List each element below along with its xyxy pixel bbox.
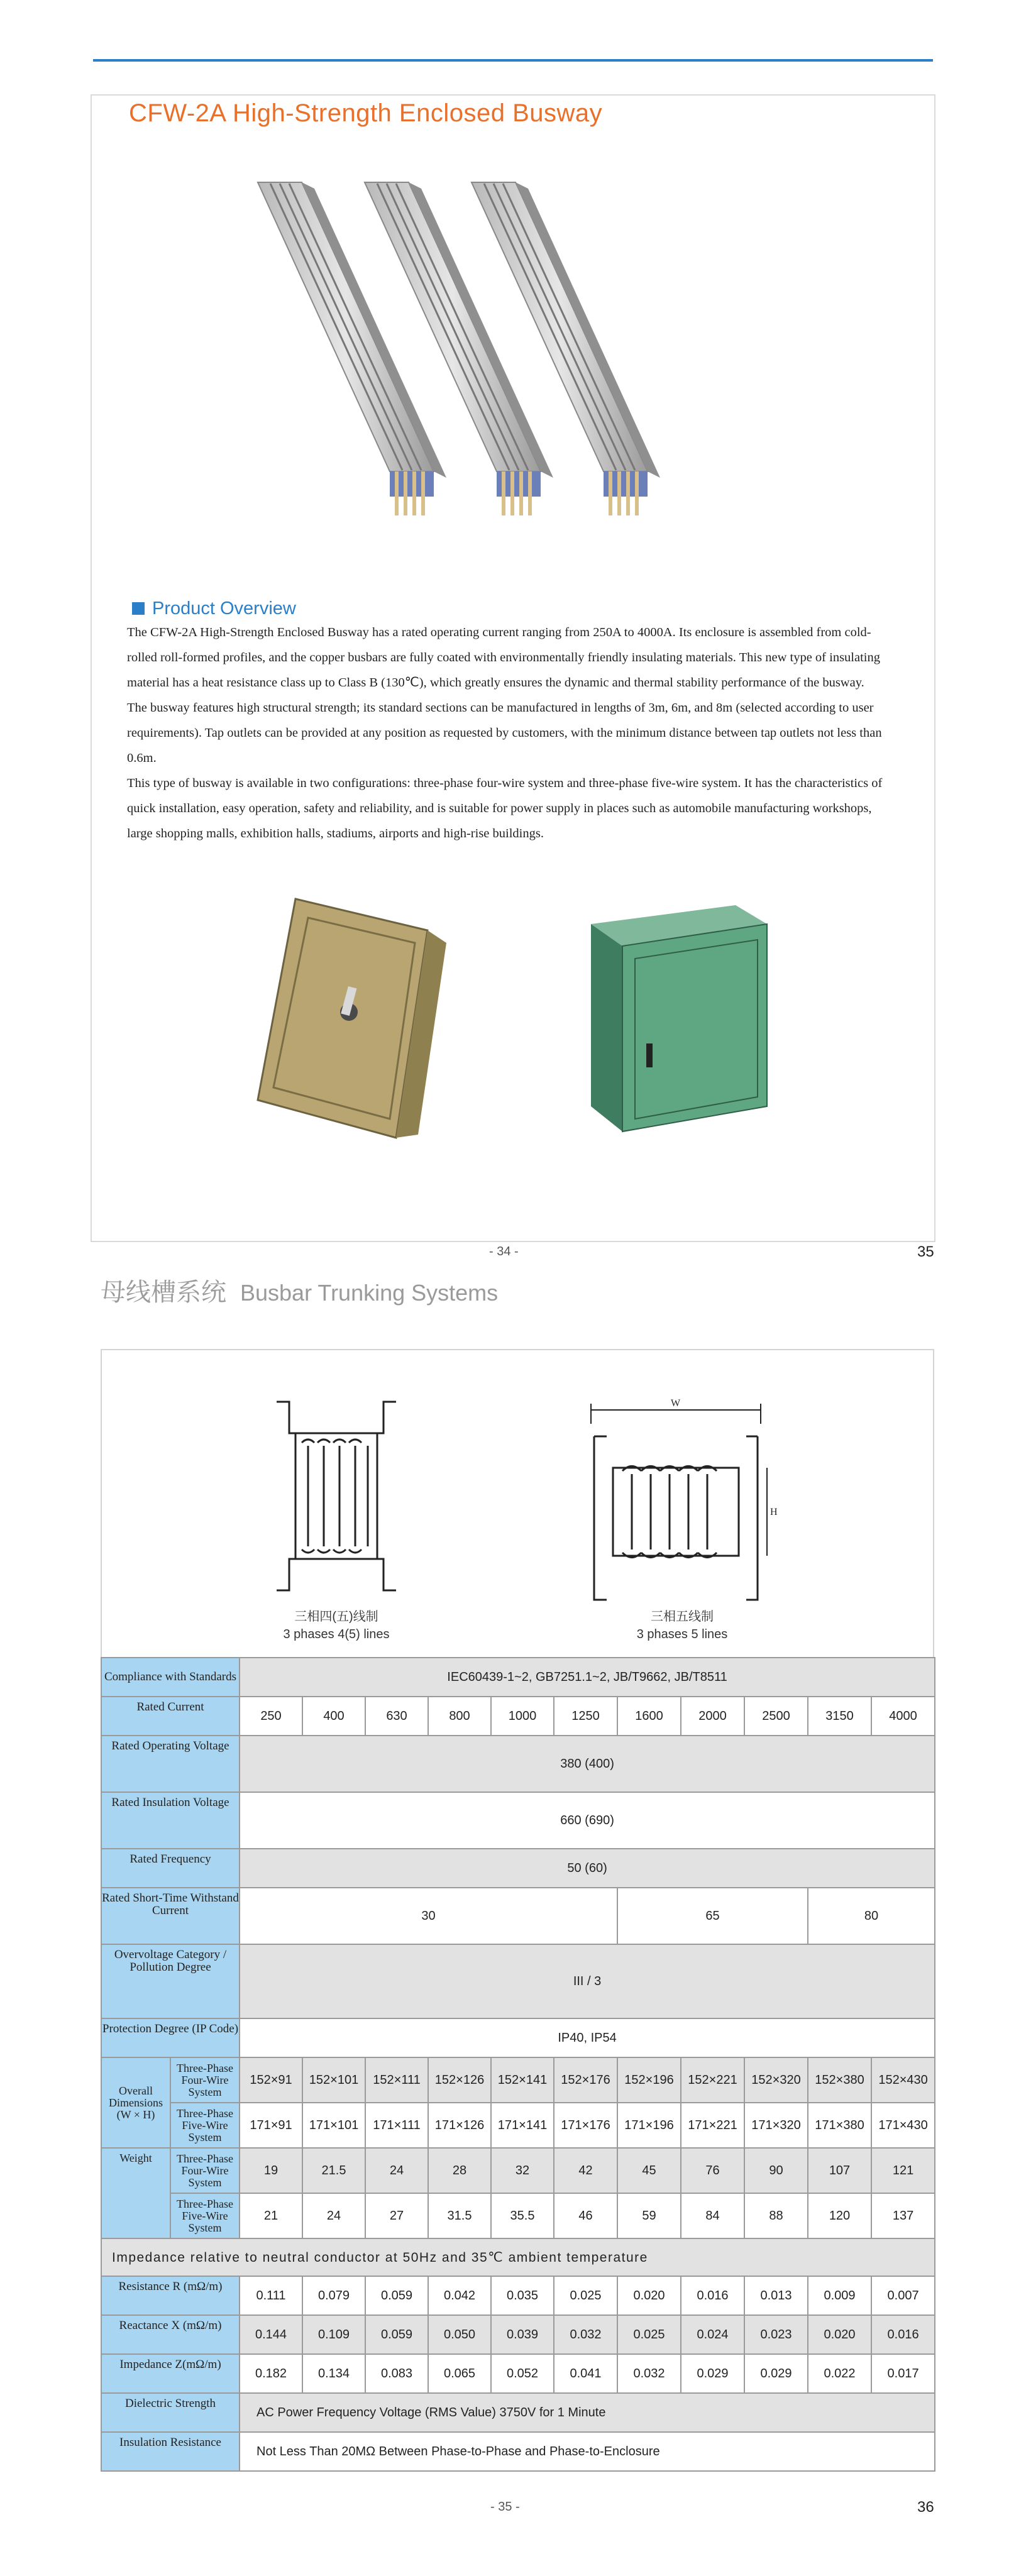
table-row — [101, 2238, 935, 2276]
reactance-cell: 0.016 — [871, 2315, 935, 2354]
dimension-cell: 171×141 — [491, 2103, 554, 2148]
reactance-cell: 0.109 — [302, 2315, 365, 2354]
resistance-cell: 0.013 — [744, 2276, 808, 2315]
table-row — [101, 2148, 935, 2193]
dimension-w-label: W — [671, 1398, 681, 1409]
dimension-cell: 171×101 — [302, 2103, 365, 2148]
rated-current-cell: 1000 — [491, 1697, 554, 1736]
rated-operating-voltage-value: 380 (400) — [240, 1736, 935, 1792]
dimension-cell: 152×91 — [240, 2057, 302, 2103]
weight-cell: 76 — [681, 2148, 744, 2193]
rated-current-label: Rated Current — [101, 1697, 240, 1736]
compliance-value: IEC60439-1~2, GB7251.1~2, JB/T9662, JB/T8511 — [240, 1658, 935, 1697]
resistance-cell: 0.035 — [491, 2276, 554, 2315]
five-wire-label: Three-Phase Five-Wire System — [170, 2193, 240, 2238]
rated-current-cell: 1600 — [617, 1697, 681, 1736]
impedance-cell: 0.065 — [428, 2354, 491, 2393]
impedance-cell: 0.182 — [240, 2354, 302, 2393]
resistance-cell: 0.025 — [554, 2276, 617, 2315]
resistance-cell: 0.079 — [302, 2276, 365, 2315]
overvoltage-label: Overvoltage Category / Pollution Degree — [101, 1944, 240, 2018]
weight-cell: 59 — [617, 2193, 681, 2238]
catalog-header: 母线槽系统 Busbar Trunking Systems — [101, 1279, 499, 1306]
overall-dimensions-label: Overall Dimensions (W × H) — [101, 2057, 170, 2148]
weight-cell: 90 — [744, 2148, 808, 2193]
top-rule — [93, 59, 933, 62]
weight-cell: 107 — [808, 2148, 871, 2193]
weight-cell: 45 — [617, 2148, 681, 2193]
cross-section-drawing-1 — [264, 1395, 409, 1597]
dimension-cell: 152×126 — [428, 2057, 491, 2103]
dimension-cell: 171×380 — [808, 2103, 871, 2148]
product-title: CFW-2A High-Strength Enclosed Busway — [129, 99, 603, 127]
dielectric-strength-label: Dielectric Strength — [101, 2393, 240, 2432]
dimension-cell: 152×320 — [744, 2057, 808, 2103]
weight-cell: 121 — [871, 2148, 935, 2193]
rated-current-cell: 4000 — [871, 1697, 935, 1736]
weight-cell: 19 — [240, 2148, 302, 2193]
reactance-cell: 0.032 — [554, 2315, 617, 2354]
impedance-cell: 0.083 — [365, 2354, 428, 2393]
dimension-cell: 152×101 — [302, 2057, 365, 2103]
table-row — [101, 2103, 935, 2148]
reactance-cell: 0.059 — [365, 2315, 428, 2354]
insulation-resistance-value: Not Less Than 20MΩ Between Phase-to-Phase and Phase-to-Enclosure — [240, 2432, 935, 2471]
reactance-cell: 0.039 — [491, 2315, 554, 2354]
weight-cell: 120 — [808, 2193, 871, 2238]
rated-current-cell: 800 — [428, 1697, 491, 1736]
heading-square-icon — [132, 602, 145, 615]
weight-cell: 21.5 — [302, 2148, 365, 2193]
table-row — [101, 1736, 935, 1792]
dimension-cell: 152×176 — [554, 2057, 617, 2103]
dimension-cell: 152×221 — [681, 2057, 744, 2103]
dimension-cell: 152×111 — [365, 2057, 428, 2103]
table-row — [101, 2018, 935, 2057]
dimension-cell: 152×196 — [617, 2057, 681, 2103]
table-row — [101, 2315, 935, 2354]
compliance-label: Compliance with Standards — [101, 1658, 240, 1697]
drawing-2-caption: 三相五线制 3 phases 5 lines — [636, 1610, 728, 1641]
rated-operating-voltage-label: Rated Operating Voltage — [101, 1736, 240, 1792]
dimension-cell: 171×176 — [554, 2103, 617, 2148]
reactance-cell: 0.024 — [681, 2315, 744, 2354]
table-row — [101, 1849, 935, 1888]
short-time-value: 65 — [617, 1888, 808, 1944]
rated-current-cell: 400 — [302, 1697, 365, 1736]
impedance-cell: 0.032 — [617, 2354, 681, 2393]
weight-cell: 21 — [240, 2193, 302, 2238]
dimension-cell: 171×196 — [617, 2103, 681, 2148]
protection-degree-label: Protection Degree (IP Code) — [101, 2018, 240, 2057]
reactance-cell: 0.025 — [617, 2315, 681, 2354]
impedance-cell: 0.029 — [744, 2354, 808, 2393]
product-overview-text — [127, 620, 888, 846]
table-row — [101, 2393, 935, 2432]
rated-current-cell: 250 — [240, 1697, 302, 1736]
page-number-34: - 34 - — [489, 1245, 519, 1258]
resistance-cell: 0.007 — [871, 2276, 935, 2315]
weight-label: Weight — [101, 2148, 170, 2238]
resistance-cell: 0.020 — [617, 2276, 681, 2315]
weight-cell: 28 — [428, 2148, 491, 2193]
page-number-36: 36 — [917, 2499, 934, 2516]
impedance-cell: 0.022 — [808, 2354, 871, 2393]
table-row — [101, 2057, 935, 2103]
impedance-cell: 0.029 — [681, 2354, 744, 2393]
dimension-cell: 171×320 — [744, 2103, 808, 2148]
dimension-cell: 171×111 — [365, 2103, 428, 2148]
overvoltage-value: III / 3 — [240, 1944, 935, 2018]
dielectric-strength-value: AC Power Frequency Voltage (RMS Value) 3750V for 1 Minute — [240, 2393, 935, 2432]
rated-insulation-voltage-value: 660 (690) — [240, 1792, 935, 1849]
resistance-label: Resistance R (mΩ/m) — [101, 2276, 240, 2315]
weight-cell: 24 — [302, 2193, 365, 2238]
reactance-cell: 0.020 — [808, 2315, 871, 2354]
five-wire-label: Three-Phase Five-Wire System — [170, 2103, 240, 2148]
reactance-label: Reactance X (mΩ/m) — [101, 2315, 240, 2354]
dimension-h-label: H — [770, 1507, 778, 1517]
impedance-cell: 0.134 — [302, 2354, 365, 2393]
table-row — [101, 1792, 935, 1849]
rated-insulation-voltage-label: Rated Insulation Voltage — [101, 1792, 240, 1849]
short-time-value: 80 — [808, 1888, 935, 1944]
weight-cell: 31.5 — [428, 2193, 491, 2238]
resistance-cell: 0.009 — [808, 2276, 871, 2315]
overview-paragraph: This type of busway is available in two configurations: three-phase four-wire system and three-phase five-wire system. It has the characteristics of quick installation, easy operation, safety and reliability, and is suitable for power supply in places such as automobile manufacturing workshops, large shopping malls, exhibition halls, stadiums, airports and high-rise buildings. — [127, 776, 883, 840]
protection-degree-value: IP40, IP54 — [240, 2018, 935, 2057]
impedance-cell: 0.017 — [871, 2354, 935, 2393]
reactance-cell: 0.144 — [240, 2315, 302, 2354]
impedance-note: Impedance relative to neutral conductor at 50Hz and 35℃ ambient temperature — [101, 2238, 935, 2276]
page-number-35-center: - 35 - — [490, 2500, 520, 2514]
table-row — [101, 2354, 935, 2393]
weight-cell: 137 — [871, 2193, 935, 2238]
short-time-value: 30 — [240, 1888, 617, 1944]
overview-paragraph: The CFW-2A High-Strength Enclosed Busway has a rated operating current ranging from 250A to 4000A. Its enclosure is assembled from cold-rolled roll-formed profiles, and the copper busbars are fully coated with environmentally friendly insulating materials. This new type of insulating material has a heat resistance class up to Class B (130℃), which greatly ensures the dynamic and thermal stability performance of the busway. — [127, 625, 880, 690]
weight-cell: 88 — [744, 2193, 808, 2238]
table-row — [101, 1658, 935, 1697]
short-time-withstand-label: Rated Short-Time Withstand Current — [101, 1888, 240, 1944]
rated-current-cell: 3150 — [808, 1697, 871, 1736]
rated-frequency-label: Rated Frequency — [101, 1849, 240, 1888]
rated-current-cell: 630 — [365, 1697, 428, 1736]
weight-cell: 42 — [554, 2148, 617, 2193]
dimension-cell: 152×141 — [491, 2057, 554, 2103]
impedance-cell: 0.052 — [491, 2354, 554, 2393]
rated-frequency-value: 50 (60) — [240, 1849, 935, 1888]
overview-paragraph: The busway features high structural strength; its standard sections can be manufactured in lengths of 3m, 6m, and 8m (selected according to user requirements). Tap outlets can be provided at any position as requested by customers, with the minimum distance between tap outlets not less than 0.6m. — [127, 701, 882, 765]
rated-current-cell: 1250 — [554, 1697, 617, 1736]
weight-cell: 32 — [491, 2148, 554, 2193]
table-row — [101, 2432, 935, 2471]
tap-off-box-image-tan — [239, 893, 453, 1144]
four-wire-label: Three-Phase Four-Wire System — [170, 2148, 240, 2193]
dimension-cell: 152×430 — [871, 2057, 935, 2103]
rated-current-cell: 2500 — [744, 1697, 808, 1736]
table-row — [101, 1697, 935, 1736]
tap-off-box-image-green — [578, 899, 780, 1138]
specification-table — [101, 1657, 935, 2472]
table-row — [101, 2276, 935, 2315]
cross-section-drawing-2 — [582, 1399, 776, 1606]
four-wire-label: Three-Phase Four-Wire System — [170, 2057, 240, 2103]
impedance-cell: 0.041 — [554, 2354, 617, 2393]
resistance-cell: 0.059 — [365, 2276, 428, 2315]
weight-cell: 27 — [365, 2193, 428, 2238]
reactance-cell: 0.023 — [744, 2315, 808, 2354]
resistance-cell: 0.042 — [428, 2276, 491, 2315]
busway-product-image — [245, 176, 780, 541]
dimension-cell: 152×380 — [808, 2057, 871, 2103]
table-row — [101, 1888, 935, 1944]
product-overview-heading: Product Overview — [132, 598, 296, 619]
table-row — [101, 2193, 935, 2238]
resistance-cell: 0.111 — [240, 2276, 302, 2315]
weight-cell: 24 — [365, 2148, 428, 2193]
dimension-cell: 171×91 — [240, 2103, 302, 2148]
weight-cell: 46 — [554, 2193, 617, 2238]
dimension-cell: 171×221 — [681, 2103, 744, 2148]
impedance-label: Impedance Z(mΩ/m) — [101, 2354, 240, 2393]
table-row — [101, 1944, 935, 2018]
dimension-cell: 171×430 — [871, 2103, 935, 2148]
insulation-resistance-label: Insulation Resistance — [101, 2432, 240, 2471]
rated-current-cell: 2000 — [681, 1697, 744, 1736]
page-number-35: 35 — [917, 1243, 934, 1260]
resistance-cell: 0.016 — [681, 2276, 744, 2315]
weight-cell: 35.5 — [491, 2193, 554, 2238]
reactance-cell: 0.050 — [428, 2315, 491, 2354]
weight-cell: 84 — [681, 2193, 744, 2238]
dimension-cell: 171×126 — [428, 2103, 491, 2148]
drawing-1-caption: 三相四(五)线制 3 phases 4(5) lines — [283, 1610, 390, 1641]
